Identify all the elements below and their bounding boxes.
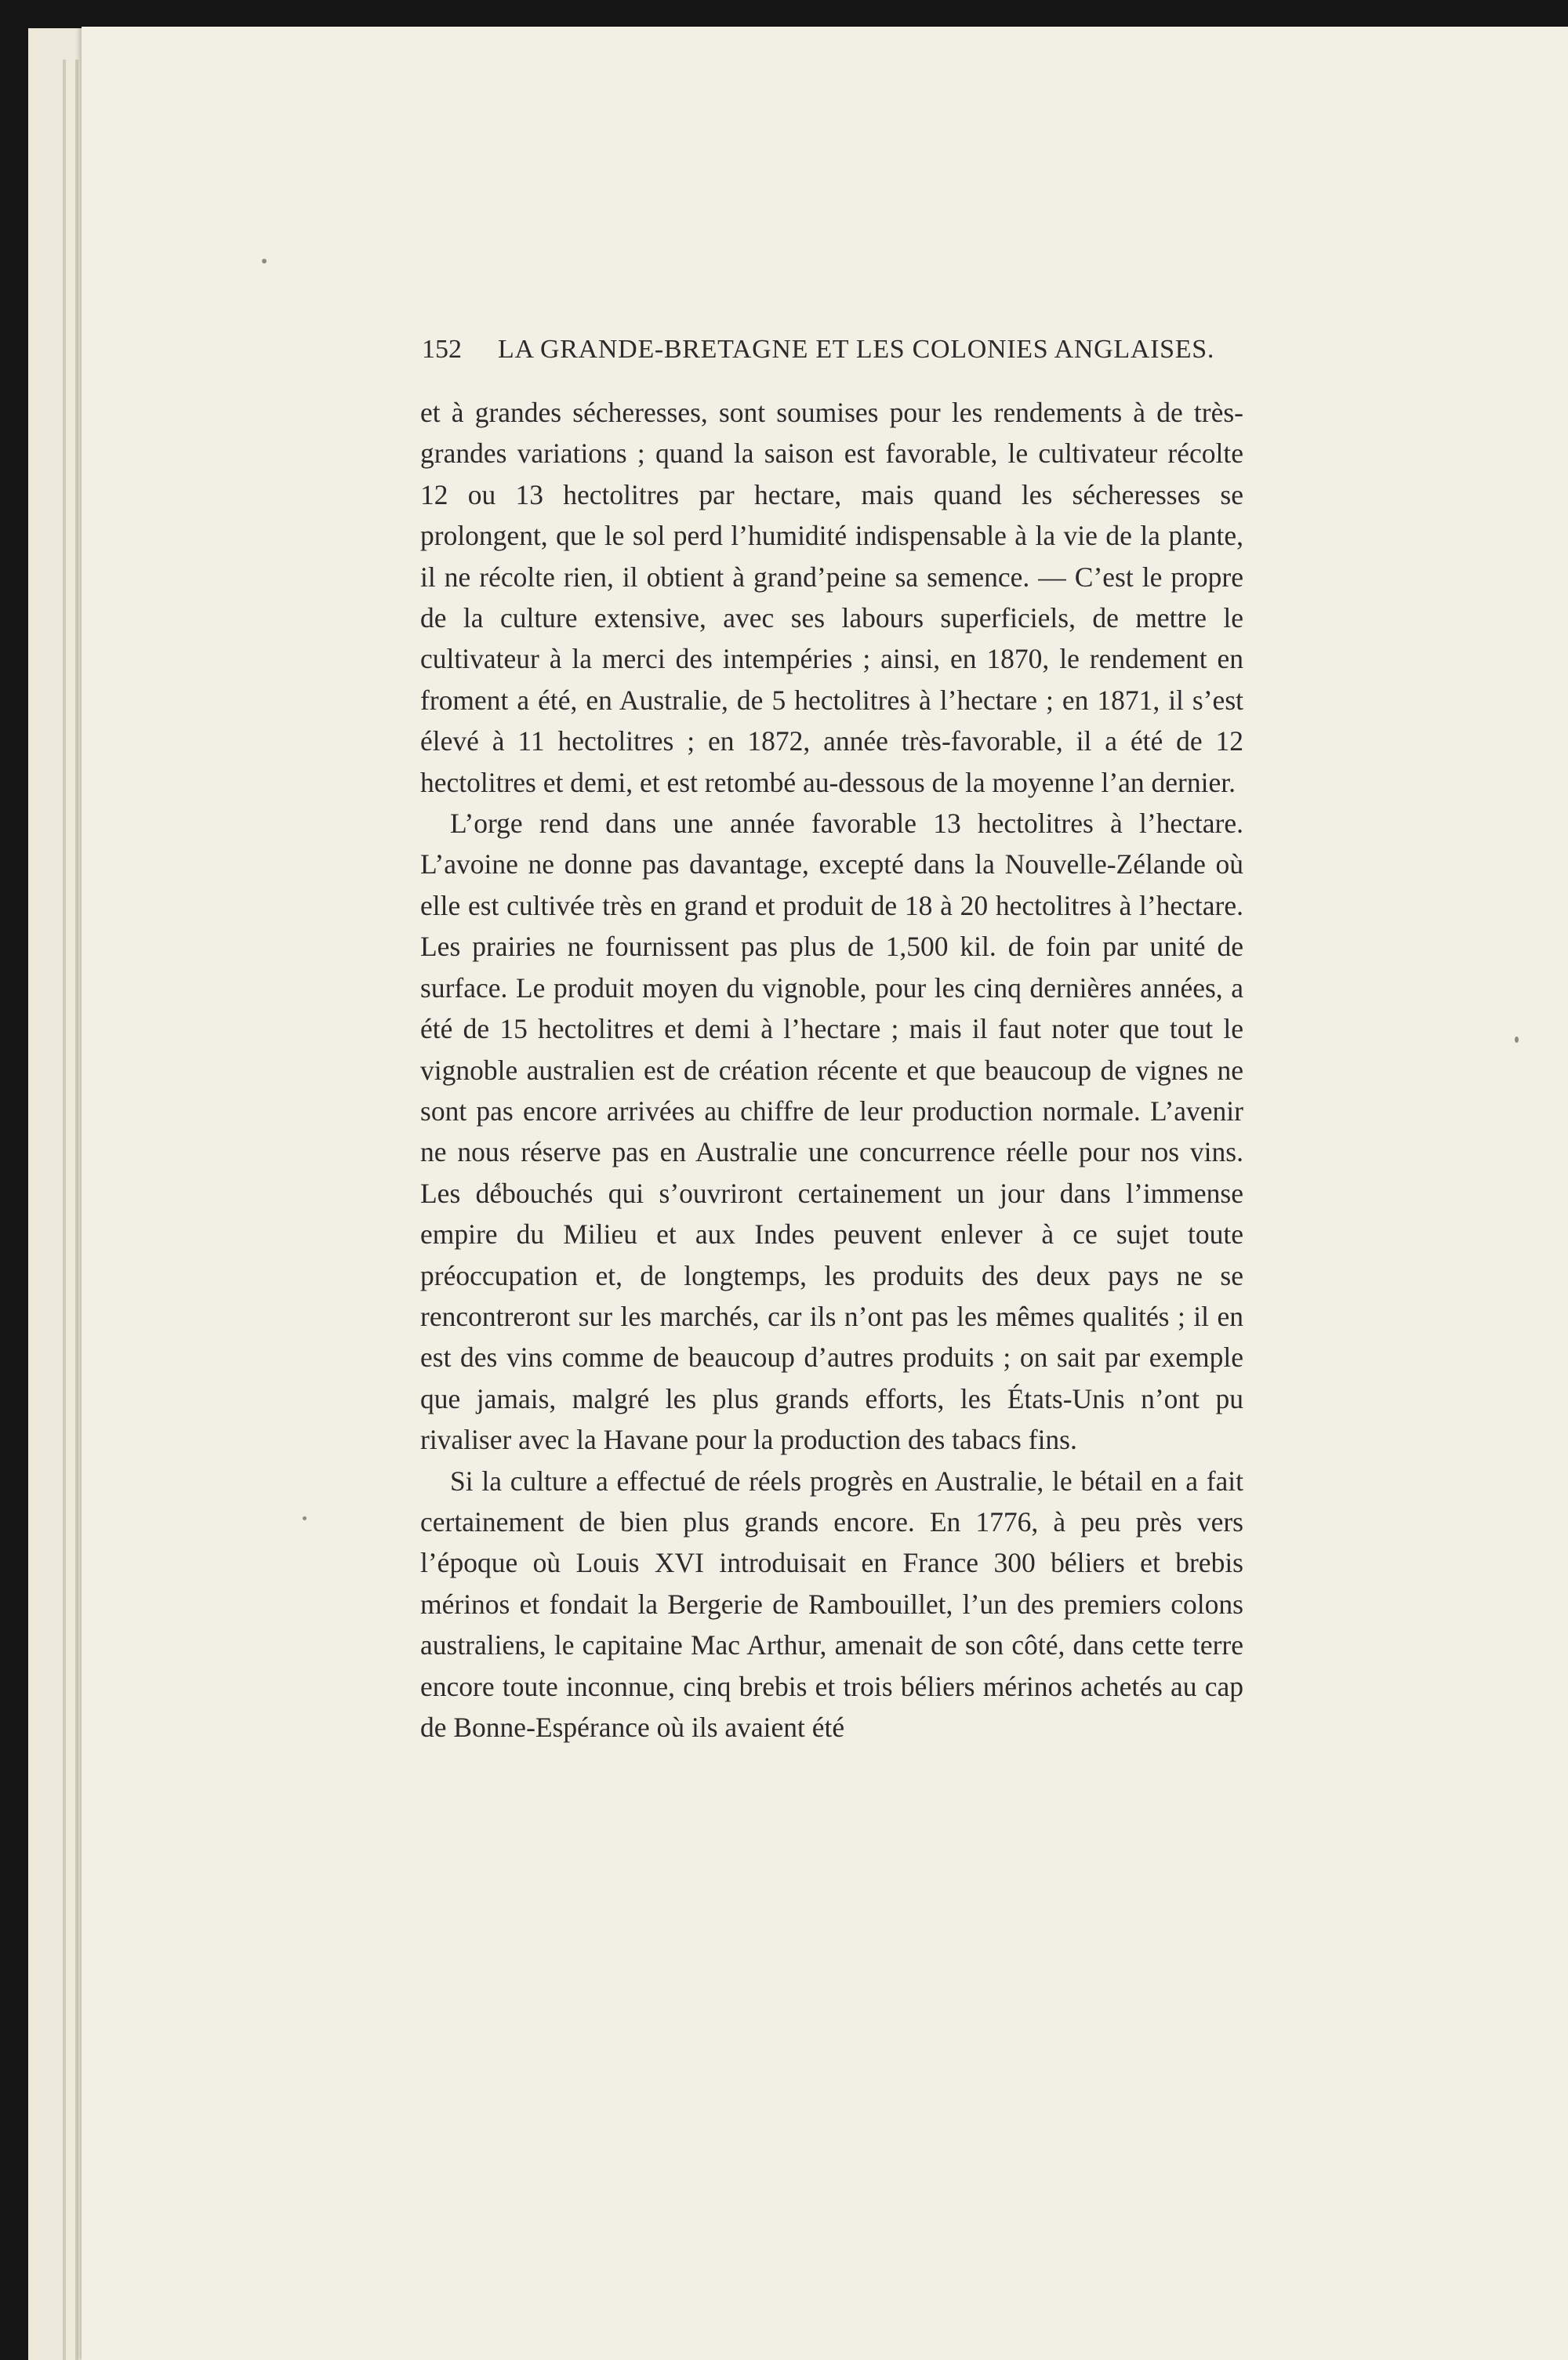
page-number: 152: [422, 335, 462, 364]
paper-speck: [303, 1516, 307, 1520]
running-title: LA GRANDE-BRETAGNE ET LES COLONIES ANGLAISES.: [498, 335, 1215, 364]
page-edge: [63, 60, 66, 2360]
paper-speck: [1515, 1037, 1519, 1043]
body-text: [420, 392, 1243, 1748]
running-header: [422, 326, 1276, 373]
paragraph-3: Si la culture a effectué de réels progrès en Australie, le bétail en a fait certainement de bien plus grands encore. En 1776, à peu près vers l’époque où Louis XVI introduisait en France 300 béliers et brebis mérinos et fondait la Bergerie de Rambouillet, l’un des premiers colons australiens, le capitaine Mac Arthur, amenait de son côté, dans cette terre encore toute inconnue, cinq brebis et trois béliers mérinos achetés au cap de Bonne-Espérance où ils avaient été: [420, 1465, 1243, 1743]
paragraph-2: L’orge rend dans une année favorable 13 hectolitres à l’hectare. L’avoine ne donne pas davantage, excepté dans la Nouvelle-Zélande où elle est cultivée très en grand et produit de 18 à 20 hectolitres à l’hectare. Les prairies ne fournissent pas plus de 1,500 kil. de foin par unité de surface. Le produit moyen du vignoble, pour les cinq dernières années, a été de 15 hectolitres et demi à l’hectare ; mais il faut noter que tout le vignoble australien est de création récente et que beaucoup de vignes ne sont pas encore arrivées au chiffre de leur production normale. L’avenir ne nous réserve pas en Australie une concurrence réelle pour nos vins. Les débouchés qui s’ouvriront certainement un jour dans l’immense empire du Milieu et aux Indes peuvent enlever à ce sujet toute préoccupation et, de longtemps, les produits des deux pays ne se rencontreront sur les marchés, car ils n’ont pas les mêmes qualités ; il en est des vins comme de beaucoup d’autres produits ; on sait par exemple que jamais, malgré les plus grands efforts, les États-Unis n’ont pu rivaliser avec la Havane pour la production des tabacs fins.: [420, 808, 1243, 1456]
paragraph-1: et à grandes sécheresses, sont soumises pour les rendements à de très-grandes variations ; quand la saison est favorable, le cultivateur récolte 12 ou 13 hectolitres par hectare, mais quand les sécheresses se prolongent, que le sol perd l’humidité indispensable à la vie de la plante, il ne récolte rien, il obtient à grand’peine sa semence. — C’est le propre de la culture extensive, avec ses labours superficiels, de mettre le cultivateur à la merci des intempéries ; ainsi, en 1870, le rendement en froment a été, en Australie, de 5 hectolitres à l’hectare ; en 1871, il s’est élevé à 11 hectolitres ; en 1872, année très-favorable, il a été de 12 hectolitres et demi, et est retombé au-dessous de la moyenne l’an dernier.: [420, 397, 1243, 798]
paper-speck: [262, 259, 267, 263]
page-edge: [75, 60, 78, 2360]
